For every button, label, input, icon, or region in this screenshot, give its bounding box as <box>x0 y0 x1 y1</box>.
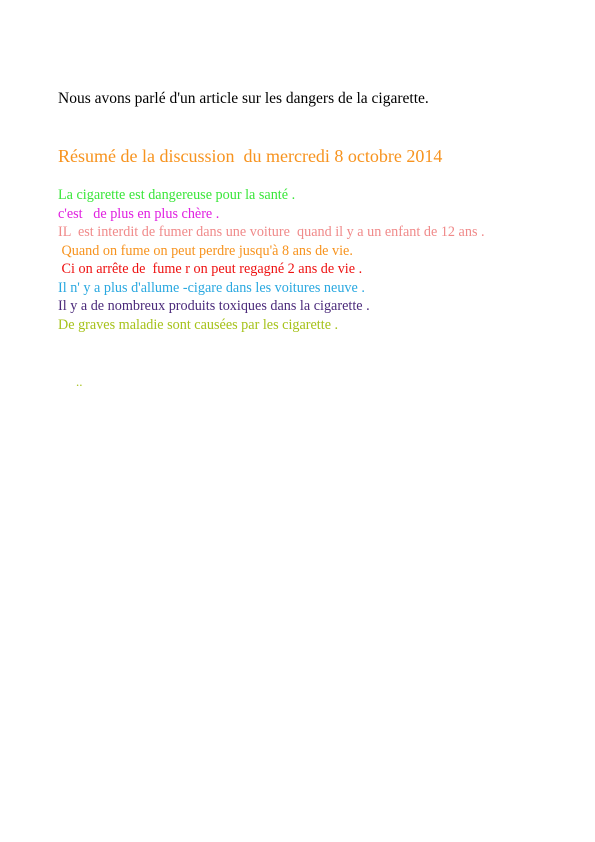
intro-sentence: Nous avons parlé d'un article sur les dangers de la cigarette. <box>58 90 429 107</box>
summary-line: Il y a de nombreux produits toxiques dans la cigarette . <box>58 298 370 314</box>
summary-list <box>58 186 485 334</box>
summary-line: De graves maladie sont causées par les cigarette . <box>58 316 339 333</box>
summary-title: Résumé de la discussion du mercredi 8 octobre 2014 <box>58 146 443 166</box>
summary-line: Il n' y a plus d'allume -cigare dans les voitures neuve . <box>58 279 365 296</box>
trailing-dots: .. <box>76 374 83 389</box>
summary-line: IL est interdit de fumer dans une voiture quand il y a un enfant de 12 ans . <box>58 224 485 240</box>
summary-line: La cigarette est dangereuse pour la santé . <box>58 187 296 203</box>
summary-line: Quand on fume on peut perdre jusqu'à 8 ans de vie. <box>58 242 353 259</box>
summary-line: c'est de plus en plus chère . <box>58 205 220 222</box>
summary-line: Ci on arrête de fume r on peut regagné 2 ans de vie . <box>58 261 363 277</box>
